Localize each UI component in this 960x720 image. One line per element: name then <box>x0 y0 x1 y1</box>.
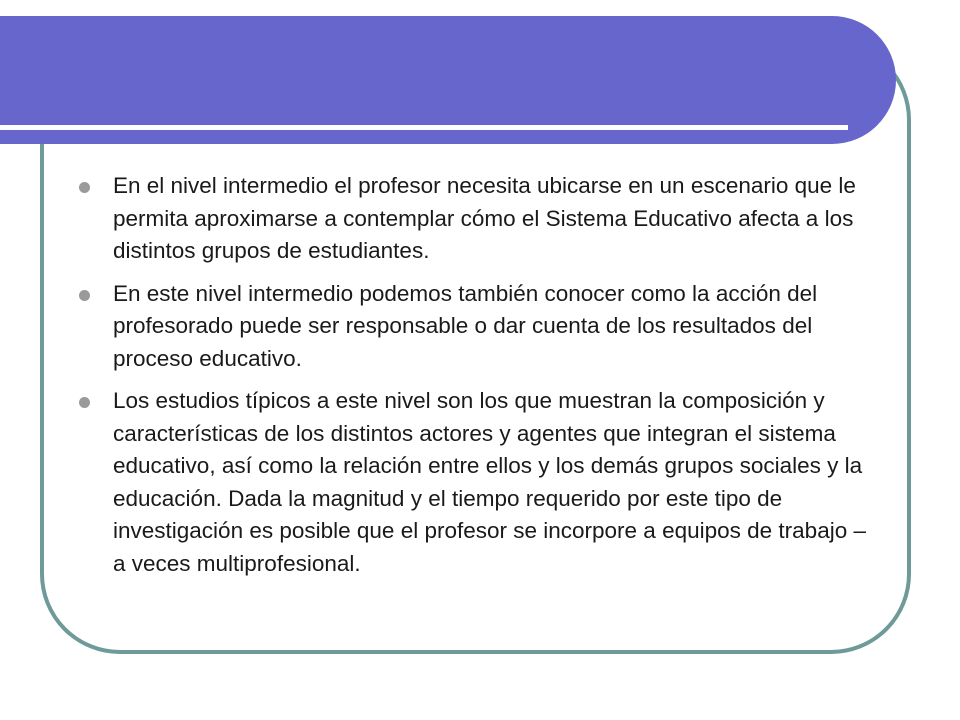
bullet-item <box>78 170 878 268</box>
bullet-text: Los estudios típicos a este nivel son los que muestran la composición y características de los distintos actores y agentes que integran el sistema educativo, así como la relación entre ellos y los demás grupos sociales y la educación. Dada la magnitud y el tiempo requerido por este tipo de investigación es posible que el profesor se incorpore a equipos de trabajo – a veces multiprofesional. <box>113 388 866 576</box>
bullet-list <box>78 170 878 590</box>
bullet-text: En el nivel intermedio el profesor necesita ubicarse en un escenario que le permita aproximarse a contemplar cómo el Sistema Educativo afecta a los distintos grupos de estudiantes. <box>113 173 856 263</box>
bullet-dot-icon <box>79 397 90 408</box>
bullet-dot-icon <box>79 290 90 301</box>
bullet-dot-icon <box>79 182 90 193</box>
bullet-item <box>78 278 878 376</box>
bullet-item <box>78 385 878 580</box>
title-divider <box>0 125 848 130</box>
bullet-text: En este nivel intermedio podemos también conocer como la acción del profesorado puede ser responsable o dar cuenta de los resultados del proceso educativo. <box>113 280 818 371</box>
